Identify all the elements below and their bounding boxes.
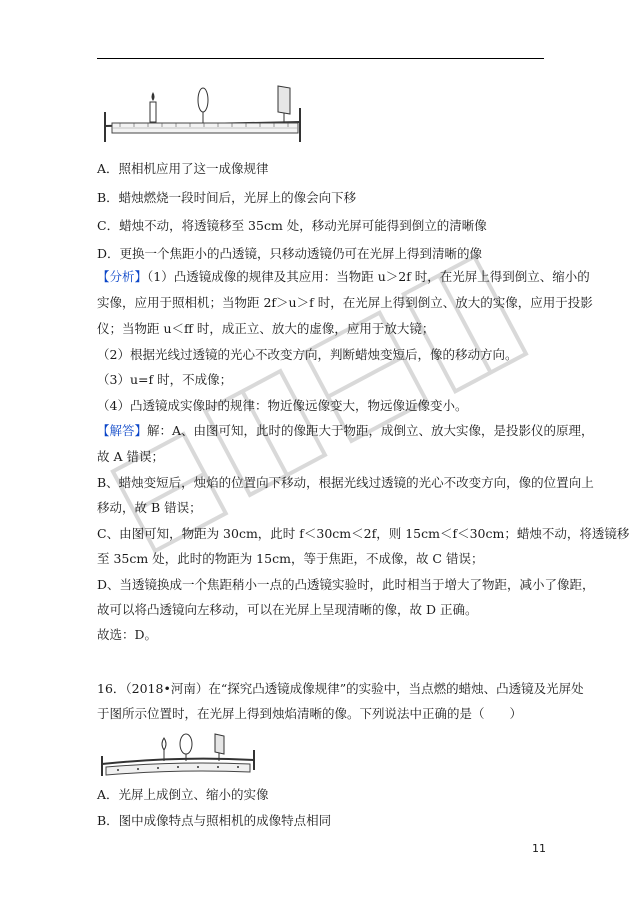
answer-line-7: D、当透镜换成一个焦距稍小一点的凸透镜实验时，此时相当于增大了物距，减小了像距， (97, 577, 595, 592)
q16-option-b: B．图中成像特点与照相机的成像特点相同 (97, 813, 332, 828)
answer-line-3: B、蜡烛变短后，烛焰的位置向下移动，根据光线过透镜的光心不改变方向，像的位置向上 (97, 475, 594, 490)
option-c: C．蜡烛不动，将透镜移至 35cm 处，移动光屏可能得到倒立的清晰像 (97, 218, 487, 233)
analysis-line-3: 仪；当物距 u＜ff 时，成正立、放大的虚像，应用于放大镜； (97, 321, 435, 336)
optical-bench-figure-1 (100, 84, 305, 146)
analysis-line-5: （3）u=f 时，不成像； (97, 372, 233, 387)
option-b: B．蜡烛燃烧一段时间后，光屏上的像会向下移 (97, 190, 357, 205)
option-a: A．照相机应用了这一成像规律 (97, 161, 269, 176)
analysis-line-6: （4）凸透镜成实像时的规律：物近像远像变大，物远像近像变小。 (97, 398, 468, 413)
option-d: D．更换一个焦距小的凸透镜，只移动透镜仍可在光屏上得到清晰的像 (97, 246, 483, 261)
answer-line-4: 移动，故 B 错误； (97, 500, 202, 515)
answer-line-5: C、由图可知，物距为 30cm，此时 f＜30cm＜2f，则 15cm＜f＜30cm；蜡烛不动，将透镜移 (97, 526, 630, 541)
q16-stem-line-2: 于图所示位置时，在光屏上得到烛焰清晰的像。下列说法中正确的是（ ） (97, 706, 523, 721)
answer-tag: 【解答】 (97, 423, 148, 438)
page-number: 11 (532, 842, 546, 855)
answer-line-2: 故 A 错误； (97, 449, 164, 464)
analysis-line-4: （2）根据光线过透镜的光心不改变方向，判断蜡烛变短后，像的移动方向。 (97, 347, 518, 362)
q16-stem-line-1: 16．（2018•河南）在“探究凸透镜成像规律”的实验中，当点燃的蜡烛、凸透镜及光屏处 (97, 681, 584, 696)
analysis-line-2: 实像，应用于照相机；当物距 2f＞u＞f 时，在光屏上得到倒立、放大的实像，应用于投影 (97, 295, 593, 310)
answer-line-1: 【解答】解：A、由图可知，此时的像距大于物距，成倒立、放大实像，是投影仪的原理， (97, 423, 594, 438)
analysis-line-1: 【分析】（1）凸透镜成像的规律及其应用：当物距 u＞2f 时，在光屏上得到倒立、缩小的 (97, 269, 590, 284)
answer-line-6: 至 35cm 处，此时的物距为 15cm，等于焦距，不成像，故 C 错误； (97, 551, 484, 566)
header-rule (97, 58, 544, 59)
answer-line-8: 故可以将凸透镜向左移动，可以在光屏上呈现清晰的像，故 D 正确。 (97, 602, 478, 617)
answer-line-9: 故选：D。 (97, 627, 158, 642)
q16-option-a: A．光屏上成倒立、缩小的实像 (97, 787, 269, 802)
optical-bench-figure-2 (98, 730, 258, 780)
analysis-tag: 【分析】 (97, 269, 148, 284)
